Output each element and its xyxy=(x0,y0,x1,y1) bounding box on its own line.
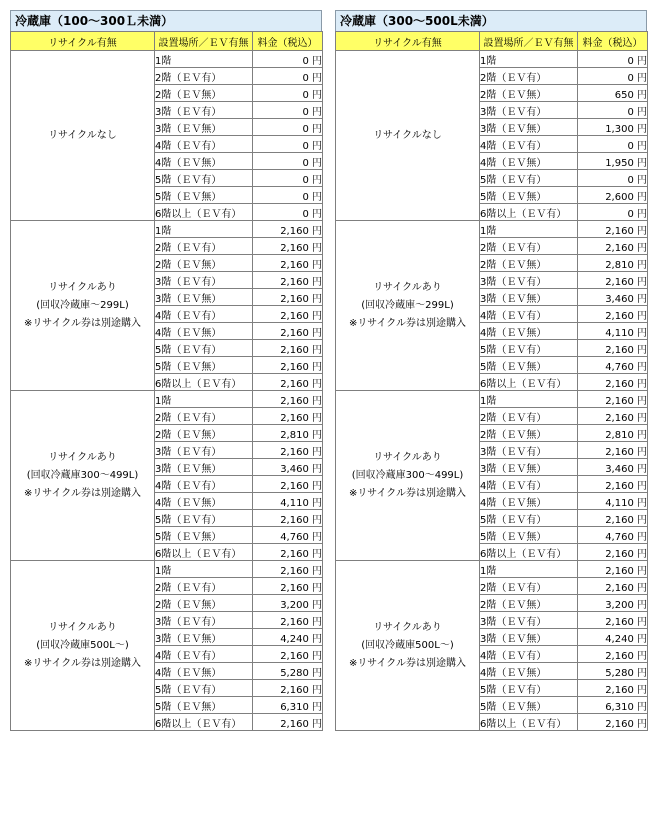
fee-cell: 4,760 円 xyxy=(578,527,648,544)
recycle-group-line: ※リサイクル券は別途購入 xyxy=(349,657,466,669)
fee-cell: 6,310 円 xyxy=(253,697,323,714)
location-cell: 2階（ＥＶ無） xyxy=(480,425,578,442)
fee-cell: 2,160 円 xyxy=(578,680,648,697)
fee-cell: 4,110 円 xyxy=(578,493,648,510)
table-row xyxy=(336,391,648,408)
fee-cell: 0 円 xyxy=(253,119,323,136)
fee-cell: 4,760 円 xyxy=(253,527,323,544)
location-cell: 5階（ＥＶ無） xyxy=(155,357,253,374)
location-cell: 2階（ＥＶ無） xyxy=(155,595,253,612)
fee-cell: 1,950 円 xyxy=(578,153,648,170)
location-cell: 2階（ＥＶ有） xyxy=(155,578,253,595)
fee-cell: 2,160 円 xyxy=(578,612,648,629)
fee-cell: 0 円 xyxy=(253,85,323,102)
header-fee: 料金（税込） xyxy=(578,32,648,51)
location-cell: 3階（ＥＶ無） xyxy=(480,289,578,306)
recycle-group-line: リサイクルあり xyxy=(48,621,117,633)
fee-cell: 2,160 円 xyxy=(578,646,648,663)
location-cell: 4階（ＥＶ無） xyxy=(155,153,253,170)
location-cell: 2階（ＥＶ有） xyxy=(155,408,253,425)
table-row xyxy=(336,51,648,68)
location-cell: 1階 xyxy=(155,561,253,578)
location-cell: 6階以上（ＥＶ有） xyxy=(155,374,253,391)
fee-cell: 2,160 円 xyxy=(578,340,648,357)
fee-cell: 650 円 xyxy=(578,85,648,102)
fee-cell: 2,160 円 xyxy=(578,272,648,289)
recycle-group-label xyxy=(336,391,480,561)
location-cell: 5階（ＥＶ無） xyxy=(155,187,253,204)
location-cell: 2階（ＥＶ有） xyxy=(155,238,253,255)
fee-cell: 0 円 xyxy=(253,68,323,85)
location-cell: 3階（ＥＶ有） xyxy=(155,272,253,289)
fee-cell: 2,160 円 xyxy=(578,221,648,238)
fee-cell: 2,160 円 xyxy=(253,357,323,374)
location-cell: 3階（ＥＶ無） xyxy=(480,459,578,476)
fee-cell: 2,160 円 xyxy=(253,714,323,731)
fee-cell: 2,160 円 xyxy=(578,391,648,408)
fee-cell: 2,810 円 xyxy=(578,425,648,442)
location-cell: 1階 xyxy=(155,221,253,238)
location-cell: 1階 xyxy=(480,561,578,578)
location-cell: 3階（ＥＶ無） xyxy=(155,629,253,646)
fee-cell: 0 円 xyxy=(253,187,323,204)
fee-cell: 2,160 円 xyxy=(578,578,648,595)
recycle-group-line: リサイクルあり xyxy=(48,451,117,463)
location-cell: 4階（ＥＶ有） xyxy=(155,306,253,323)
location-cell: 6階以上（ＥＶ有） xyxy=(480,714,578,731)
fee-cell: 2,160 円 xyxy=(578,408,648,425)
recycle-group-line: (回収冷蔵庫300～499L) xyxy=(351,469,464,481)
fee-cell: 1,300 円 xyxy=(578,119,648,136)
header-recycle: リサイクル有無 xyxy=(336,32,480,51)
fee-cell: 2,160 円 xyxy=(253,306,323,323)
fee-cell: 0 円 xyxy=(253,153,323,170)
fee-cell: 2,160 円 xyxy=(578,510,648,527)
fee-cell: 0 円 xyxy=(578,136,648,153)
location-cell: 5階（ＥＶ無） xyxy=(480,357,578,374)
location-cell: 3階（ＥＶ有） xyxy=(155,442,253,459)
fee-cell: 0 円 xyxy=(578,68,648,85)
fee-cell: 2,160 円 xyxy=(253,476,323,493)
location-cell: 4階（ＥＶ有） xyxy=(480,136,578,153)
recycle-group-line: リサイクルあり xyxy=(373,451,442,463)
location-cell: 6階以上（ＥＶ有） xyxy=(480,374,578,391)
fee-cell: 2,600 円 xyxy=(578,187,648,204)
fee-cell: 0 円 xyxy=(253,170,323,187)
fee-cell: 2,160 円 xyxy=(578,442,648,459)
location-cell: 5階（ＥＶ無） xyxy=(480,187,578,204)
recycle-group-label xyxy=(11,561,155,731)
fee-cell: 4,110 円 xyxy=(578,323,648,340)
recycle-group-line: リサイクルなし xyxy=(373,129,442,141)
location-cell: 4階（ＥＶ無） xyxy=(480,323,578,340)
fee-cell: 3,200 円 xyxy=(253,595,323,612)
location-cell: 3階（ＥＶ有） xyxy=(480,612,578,629)
location-cell: 4階（ＥＶ無） xyxy=(155,323,253,340)
fee-cell: 5,280 円 xyxy=(253,663,323,680)
header-row xyxy=(336,32,648,51)
location-cell: 6階以上（ＥＶ有） xyxy=(155,714,253,731)
location-cell: 5階（ＥＶ有） xyxy=(155,340,253,357)
fee-cell: 2,160 円 xyxy=(253,340,323,357)
location-cell: 4階（ＥＶ有） xyxy=(480,646,578,663)
recycle-group-line: ※リサイクル券は別途購入 xyxy=(24,317,141,329)
location-cell: 3階（ＥＶ無） xyxy=(155,119,253,136)
recycle-group-line: リサイクルあり xyxy=(48,281,117,293)
table-row xyxy=(336,221,648,238)
fee-cell: 2,810 円 xyxy=(253,425,323,442)
fee-cell: 2,160 円 xyxy=(578,306,648,323)
location-cell: 5階（ＥＶ無） xyxy=(480,697,578,714)
recycle-group-line: リサイクルあり xyxy=(373,621,442,633)
location-cell: 4階（ＥＶ無） xyxy=(480,153,578,170)
recycle-group-label xyxy=(336,51,480,221)
fee-cell: 2,160 円 xyxy=(578,374,648,391)
location-cell: 4階（ＥＶ無） xyxy=(155,493,253,510)
location-cell: 4階（ＥＶ無） xyxy=(155,663,253,680)
location-cell: 5階（ＥＶ有） xyxy=(480,170,578,187)
recycle-group-line: リサイクルあり xyxy=(373,281,442,293)
fee-cell: 0 円 xyxy=(253,51,323,68)
fee-cell: 2,160 円 xyxy=(253,561,323,578)
location-cell: 5階（ＥＶ有） xyxy=(480,680,578,697)
fee-cell: 2,160 円 xyxy=(578,714,648,731)
recycle-group-label xyxy=(11,391,155,561)
location-cell: 4階（ＥＶ有） xyxy=(480,476,578,493)
recycle-group-label xyxy=(336,221,480,391)
fee-cell: 0 円 xyxy=(578,170,648,187)
location-cell: 5階（ＥＶ有） xyxy=(480,340,578,357)
fee-cell: 2,160 円 xyxy=(253,680,323,697)
panel-title: 冷蔵庫（100～300Ｌ未満） xyxy=(10,10,322,31)
fee-cell: 0 円 xyxy=(578,51,648,68)
fee-cell: 3,460 円 xyxy=(578,289,648,306)
table-row xyxy=(11,391,323,408)
fee-cell: 0 円 xyxy=(578,204,648,221)
fee-cell: 0 円 xyxy=(253,136,323,153)
location-cell: 2階（ＥＶ有） xyxy=(480,238,578,255)
fee-cell: 4,760 円 xyxy=(578,357,648,374)
location-cell: 5階（ＥＶ無） xyxy=(480,527,578,544)
recycle-group-line: リサイクルなし xyxy=(48,129,117,141)
fee-cell: 2,160 円 xyxy=(253,510,323,527)
fee-cell: 2,160 円 xyxy=(253,289,323,306)
location-cell: 2階（ＥＶ無） xyxy=(480,85,578,102)
location-cell: 5階（ＥＶ有） xyxy=(480,510,578,527)
location-cell: 3階（ＥＶ無） xyxy=(155,289,253,306)
fee-cell: 2,160 円 xyxy=(578,544,648,561)
fee-cell: 3,460 円 xyxy=(578,459,648,476)
location-cell: 6階以上（ＥＶ有） xyxy=(155,204,253,221)
fee-panel-100-300 xyxy=(10,10,322,731)
fee-cell: 2,160 円 xyxy=(578,476,648,493)
location-cell: 4階（ＥＶ有） xyxy=(155,646,253,663)
recycle-group-label xyxy=(11,221,155,391)
panel-title: 冷蔵庫（300～500L未満） xyxy=(335,10,647,31)
fee-cell: 6,310 円 xyxy=(578,697,648,714)
location-cell: 3階（ＥＶ有） xyxy=(480,272,578,289)
header-location: 設置場所／ＥＶ有無 xyxy=(155,32,253,51)
location-cell: 2階（ＥＶ有） xyxy=(480,578,578,595)
fee-cell: 2,160 円 xyxy=(253,374,323,391)
fee-cell: 0 円 xyxy=(253,204,323,221)
location-cell: 1階 xyxy=(480,51,578,68)
location-cell: 2階（ＥＶ無） xyxy=(480,255,578,272)
table-row xyxy=(11,561,323,578)
fee-cell: 2,160 円 xyxy=(253,646,323,663)
header-location: 設置場所／ＥＶ有無 xyxy=(480,32,578,51)
recycle-group-line: ※リサイクル券は別途購入 xyxy=(24,657,141,669)
location-cell: 4階（ＥＶ無） xyxy=(480,663,578,680)
location-cell: 3階（ＥＶ有） xyxy=(155,612,253,629)
location-cell: 5階（ＥＶ無） xyxy=(155,697,253,714)
fee-cell: 0 円 xyxy=(578,102,648,119)
fee-cell: 2,160 円 xyxy=(253,272,323,289)
recycle-group-label xyxy=(336,561,480,731)
recycle-group-label xyxy=(11,51,155,221)
header-fee: 料金（税込） xyxy=(253,32,323,51)
fee-cell: 3,200 円 xyxy=(578,595,648,612)
fee-panel-300-500 xyxy=(335,10,647,731)
fee-cell: 2,160 円 xyxy=(253,442,323,459)
fee-cell: 2,160 円 xyxy=(253,391,323,408)
fee-cell: 2,160 円 xyxy=(253,408,323,425)
location-cell: 5階（ＥＶ無） xyxy=(155,527,253,544)
location-cell: 1階 xyxy=(155,391,253,408)
fee-cell: 4,240 円 xyxy=(578,629,648,646)
recycle-group-line: ※リサイクル券は別途購入 xyxy=(349,317,466,329)
fee-cell: 2,160 円 xyxy=(253,612,323,629)
location-cell: 3階（ＥＶ無） xyxy=(480,629,578,646)
location-cell: 3階（ＥＶ有） xyxy=(480,442,578,459)
fee-table xyxy=(335,31,648,731)
location-cell: 5階（ＥＶ有） xyxy=(155,170,253,187)
location-cell: 2階（ＥＶ有） xyxy=(480,408,578,425)
location-cell: 2階（ＥＶ無） xyxy=(155,255,253,272)
fee-cell: 2,160 円 xyxy=(253,221,323,238)
location-cell: 1階 xyxy=(480,391,578,408)
fee-cell: 2,160 円 xyxy=(253,544,323,561)
location-cell: 2階（ＥＶ有） xyxy=(480,68,578,85)
location-cell: 6階以上（ＥＶ有） xyxy=(155,544,253,561)
table-row xyxy=(336,561,648,578)
recycle-group-line: (回収冷蔵庫～299L) xyxy=(36,299,129,311)
recycle-group-line: ※リサイクル券は別途購入 xyxy=(349,487,466,499)
location-cell: 2階（ＥＶ無） xyxy=(155,85,253,102)
fee-cell: 2,160 円 xyxy=(253,323,323,340)
fee-cell: 5,280 円 xyxy=(578,663,648,680)
fee-cell: 4,240 円 xyxy=(253,629,323,646)
fee-cell: 2,160 円 xyxy=(253,238,323,255)
table-row xyxy=(11,221,323,238)
fee-cell: 4,110 円 xyxy=(253,493,323,510)
fee-cell: 2,160 円 xyxy=(578,561,648,578)
recycle-group-line: (回収冷蔵庫300～499L) xyxy=(26,469,139,481)
fee-table xyxy=(10,31,323,731)
fee-cell: 2,160 円 xyxy=(578,238,648,255)
location-cell: 4階（ＥＶ有） xyxy=(480,306,578,323)
location-cell: 3階（ＥＶ有） xyxy=(155,102,253,119)
fee-cell: 2,160 円 xyxy=(253,578,323,595)
location-cell: 3階（ＥＶ無） xyxy=(155,459,253,476)
header-recycle: リサイクル有無 xyxy=(11,32,155,51)
recycle-group-line: (回収冷蔵庫500L～) xyxy=(36,639,129,651)
location-cell: 5階（ＥＶ有） xyxy=(155,510,253,527)
header-row xyxy=(11,32,323,51)
recycle-group-line: (回収冷蔵庫500L～) xyxy=(361,639,454,651)
location-cell: 1階 xyxy=(155,51,253,68)
location-cell: 2階（ＥＶ有） xyxy=(155,68,253,85)
location-cell: 4階（ＥＶ有） xyxy=(155,136,253,153)
fee-cell: 2,160 円 xyxy=(253,255,323,272)
location-cell: 4階（ＥＶ有） xyxy=(155,476,253,493)
location-cell: 5階（ＥＶ有） xyxy=(155,680,253,697)
recycle-group-line: (回収冷蔵庫～299L) xyxy=(361,299,454,311)
location-cell: 3階（ＥＶ有） xyxy=(480,102,578,119)
location-cell: 1階 xyxy=(480,221,578,238)
recycle-group-line: ※リサイクル券は別途購入 xyxy=(24,487,141,499)
location-cell: 2階（ＥＶ無） xyxy=(480,595,578,612)
location-cell: 4階（ＥＶ無） xyxy=(480,493,578,510)
fee-cell: 3,460 円 xyxy=(253,459,323,476)
location-cell: 6階以上（ＥＶ有） xyxy=(480,544,578,561)
fee-cell: 0 円 xyxy=(253,102,323,119)
table-row xyxy=(11,51,323,68)
location-cell: 3階（ＥＶ無） xyxy=(480,119,578,136)
location-cell: 6階以上（ＥＶ有） xyxy=(480,204,578,221)
location-cell: 2階（ＥＶ無） xyxy=(155,425,253,442)
fee-cell: 2,810 円 xyxy=(578,255,648,272)
